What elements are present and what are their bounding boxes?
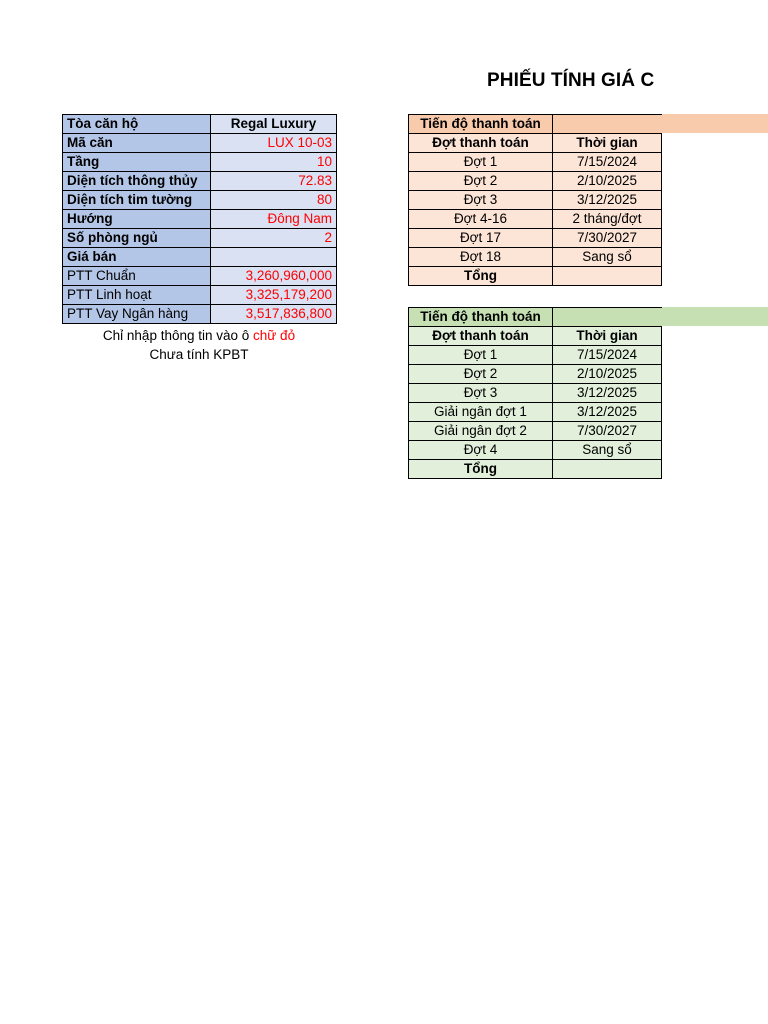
phase-cell[interactable]: Đợt 2	[409, 172, 553, 191]
table-row	[409, 229, 662, 248]
table-row	[63, 305, 337, 324]
total-value[interactable]	[553, 460, 662, 479]
table-row	[63, 210, 337, 229]
info-label[interactable]: Số phòng ngủ	[63, 229, 211, 248]
payment-schedule-table-1	[408, 114, 662, 286]
table-row	[409, 422, 662, 441]
fee-note: Chưa tính KPBT	[149, 347, 249, 362]
time-cell[interactable]: 3/12/2025	[553, 384, 662, 403]
table-row	[409, 308, 662, 327]
info-value[interactable]: Regal Luxury	[211, 115, 337, 134]
info-label[interactable]: PTT Chuẩn	[63, 267, 211, 286]
table-row	[63, 229, 337, 248]
phase-cell[interactable]: Đợt 4	[409, 441, 553, 460]
info-value[interactable]: 10	[211, 153, 337, 172]
table-row	[63, 134, 337, 153]
table-row	[409, 327, 662, 346]
phase-cell[interactable]: Đợt 3	[409, 384, 553, 403]
input-note	[62, 328, 336, 343]
phase-cell[interactable]: Đợt 1	[409, 346, 553, 365]
total-value[interactable]	[553, 267, 662, 286]
total-label[interactable]: Tổng	[409, 267, 553, 286]
info-label[interactable]: PTT Linh hoạt	[63, 286, 211, 305]
table-row	[409, 248, 662, 267]
input-note-prefix: Chỉ nhập thông tin vào ô	[102, 328, 254, 343]
schedule1-header-extension	[660, 114, 768, 133]
time-cell[interactable]: 7/30/2027	[553, 422, 662, 441]
time-cell[interactable]: 2/10/2025	[553, 172, 662, 191]
page-title: PHIẾU TÍNH GIÁ C	[487, 70, 655, 91]
schedule-header[interactable]: Tiến độ thanh toán	[409, 308, 553, 327]
table-row	[409, 267, 662, 286]
table-row	[409, 460, 662, 479]
table-row	[63, 172, 337, 191]
phase-cell[interactable]: Đợt 1	[409, 153, 553, 172]
column-header-phase[interactable]: Đợt thanh toán	[409, 134, 553, 153]
table-row	[63, 115, 337, 134]
table-row	[409, 365, 662, 384]
info-label[interactable]: Tòa căn hộ	[63, 115, 211, 134]
info-label[interactable]: Mã căn	[63, 134, 211, 153]
schedule-header-blank[interactable]	[553, 308, 662, 327]
input-note-red: chữ đỏ	[253, 328, 296, 343]
info-value[interactable]: 3,517,836,800	[211, 305, 337, 324]
schedule-header-blank[interactable]	[553, 115, 662, 134]
time-cell[interactable]: 7/30/2027	[553, 229, 662, 248]
info-value[interactable]: LUX 10-03	[211, 134, 337, 153]
table-row	[409, 346, 662, 365]
table-row	[63, 248, 337, 267]
schedule2-header-extension	[660, 307, 768, 326]
info-value[interactable]: 80	[211, 191, 337, 210]
table-row	[409, 115, 662, 134]
table-row	[409, 210, 662, 229]
phase-cell[interactable]: Đợt 18	[409, 248, 553, 267]
info-label[interactable]: Hướng	[63, 210, 211, 229]
phase-cell[interactable]: Giải ngân đợt 1	[409, 403, 553, 422]
column-header-phase[interactable]: Đợt thanh toán	[409, 327, 553, 346]
time-cell[interactable]: 2/10/2025	[553, 365, 662, 384]
info-value[interactable]: 3,260,960,000	[211, 267, 337, 286]
info-value[interactable]: 3,325,179,200	[211, 286, 337, 305]
column-header-time[interactable]: Thời gian	[553, 327, 662, 346]
phase-cell[interactable]: Đợt 3	[409, 191, 553, 210]
info-value[interactable]: 2	[211, 229, 337, 248]
total-label[interactable]: Tổng	[409, 460, 553, 479]
time-cell[interactable]: 7/15/2024	[553, 153, 662, 172]
table-row	[409, 384, 662, 403]
table-row	[63, 286, 337, 305]
info-label[interactable]: Diện tích thông thủy	[63, 172, 211, 191]
payment-schedule-table-2	[408, 307, 662, 479]
table-row	[409, 172, 662, 191]
info-value[interactable]: Đông Nam	[211, 210, 337, 229]
phase-cell[interactable]: Giải ngân đợt 2	[409, 422, 553, 441]
table-row	[409, 191, 662, 210]
column-header-time[interactable]: Thời gian	[553, 134, 662, 153]
table-row	[63, 153, 337, 172]
table-row	[409, 403, 662, 422]
phase-cell[interactable]: Đợt 2	[409, 365, 553, 384]
info-value[interactable]: 72.83	[211, 172, 337, 191]
table-row	[63, 267, 337, 286]
schedule-header[interactable]: Tiến độ thanh toán	[409, 115, 553, 134]
time-cell[interactable]: 3/12/2025	[553, 403, 662, 422]
time-cell[interactable]: Sang sổ	[553, 248, 662, 267]
time-cell[interactable]: Sang sổ	[553, 441, 662, 460]
time-cell[interactable]: 2 tháng/đợt	[553, 210, 662, 229]
table-row	[409, 153, 662, 172]
info-label[interactable]: Giá bán	[63, 248, 211, 267]
time-cell[interactable]: 7/15/2024	[553, 346, 662, 365]
phase-cell[interactable]: Đợt 17	[409, 229, 553, 248]
info-label[interactable]: Diện tích tim tường	[63, 191, 211, 210]
phase-cell[interactable]: Đợt 4-16	[409, 210, 553, 229]
apartment-info-table	[62, 114, 337, 324]
info-label[interactable]: Tầng	[63, 153, 211, 172]
table-row	[409, 134, 662, 153]
info-label[interactable]: PTT Vay Ngân hàng	[63, 305, 211, 324]
table-row	[63, 191, 337, 210]
info-value[interactable]	[211, 248, 337, 267]
time-cell[interactable]: 3/12/2025	[553, 191, 662, 210]
table-row	[409, 441, 662, 460]
